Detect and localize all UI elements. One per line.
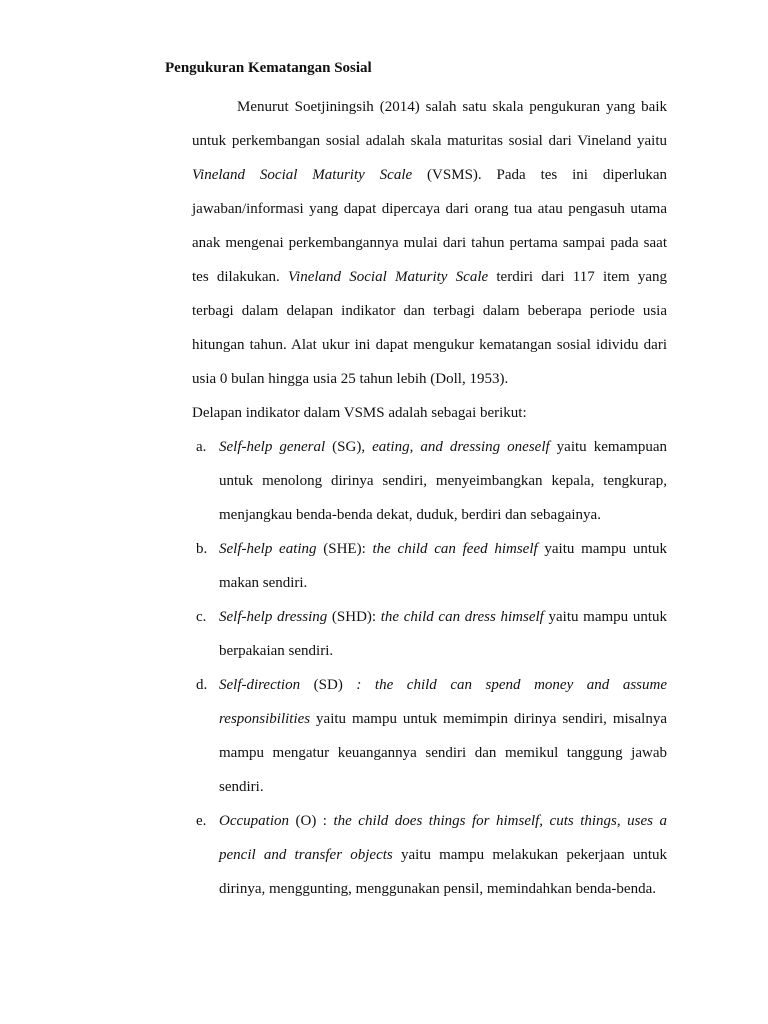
item-abbrev: (SHD): bbox=[327, 609, 381, 625]
item-abbrev: (SD) bbox=[300, 677, 357, 693]
list-marker: e. bbox=[196, 813, 207, 829]
item-desc: yaitu mampu untuk memimpin dirinya sendiri, misalnya mampu mengatur keuangannya sendiri dan memikul tanggung jawab sendiri. bbox=[219, 711, 667, 795]
item-italic-desc: the child can dress himself bbox=[380, 609, 544, 625]
paragraph-text-2: (VSMS). Pada tes ini diperlukan jawaban/informasi yang dapat dipercaya dari orang tua atau pengasuh utama anak mengenai perkembangannya mulai dari tahun pertama sampai pada saat tes dilakukan. bbox=[192, 167, 667, 285]
list-item-text bbox=[219, 532, 667, 600]
paragraph-italic-2: Vineland Social Maturity Scale bbox=[288, 269, 489, 285]
paragraph-italic-1: Vineland Social Maturity Scale bbox=[192, 167, 413, 183]
item-desc: yaitu mampu untuk berpakaian sendiri. bbox=[219, 609, 668, 659]
paragraph-text-3: terdiri dari 117 item yang terbagi dalam delapan indikator dan terbagi dalam beberapa periode usia hitungan tahun. Alat ukur ini dapat mengukur kematangan sosial idividu dari usia 0 bulan hingga usia 25 tahun lebih (Doll, 1953). bbox=[192, 269, 667, 387]
item-abbrev: (O) : bbox=[288, 813, 334, 829]
section-heading: Pengukuran Kematangan Sosial bbox=[165, 60, 372, 76]
list-item-text bbox=[219, 804, 667, 906]
list-item-text bbox=[219, 600, 667, 668]
item-desc: yaitu mampu melakukan pekerjaan untuk dirinya, menggunting, menggunakan pensil, memindahkan benda-benda. bbox=[219, 847, 667, 897]
list-marker: c. bbox=[196, 609, 207, 625]
item-italic-desc: the child can feed himself bbox=[372, 541, 538, 557]
list-item-d bbox=[192, 668, 667, 804]
document-body bbox=[192, 90, 667, 906]
item-term: Self-direction bbox=[219, 677, 301, 693]
list-item-c bbox=[192, 600, 667, 668]
item-abbrev: (SG), bbox=[325, 439, 373, 455]
item-abbrev: (SHE): bbox=[316, 541, 373, 557]
intro-paragraph bbox=[192, 90, 667, 396]
item-desc: yaitu mampu untuk makan sendiri. bbox=[219, 541, 667, 591]
list-marker: b. bbox=[196, 541, 208, 557]
indicator-list bbox=[192, 430, 667, 906]
item-term: Self-help general bbox=[219, 439, 326, 455]
list-item-text bbox=[219, 430, 667, 532]
item-term: Self-help dressing bbox=[219, 609, 328, 625]
list-item-b bbox=[192, 532, 667, 600]
list-item-text bbox=[219, 668, 667, 804]
list-marker: a. bbox=[196, 439, 207, 455]
item-term: Self-help eating bbox=[219, 541, 317, 557]
list-marker: d. bbox=[196, 677, 208, 693]
item-italic-desc: the child does things for himself, cuts things, uses a pencil and transfer objects bbox=[219, 813, 667, 863]
list-intro: Delapan indikator dalam VSMS adalah sebagai berikut: bbox=[192, 405, 527, 421]
item-term: Occupation bbox=[219, 813, 289, 829]
list-item-a bbox=[192, 430, 667, 532]
list-item-e bbox=[192, 804, 667, 906]
item-italic-desc: : the child can spend money and assume responsibilities bbox=[219, 677, 668, 727]
item-italic-desc: eating, and dressing oneself bbox=[372, 439, 550, 455]
paragraph-text-1: Menurut Soetjiningsih (2014) salah satu skala pengukuran yang baik untuk perkembangan sosial adalah skala maturitas sosial dari Vineland yaitu bbox=[192, 99, 667, 149]
item-desc: yaitu kemampuan untuk menolong dirinya sendiri, menyeimbangkan kepala, tengkurap, menjangkau benda-benda dekat, duduk, berdiri dan sebagainya. bbox=[219, 439, 667, 523]
